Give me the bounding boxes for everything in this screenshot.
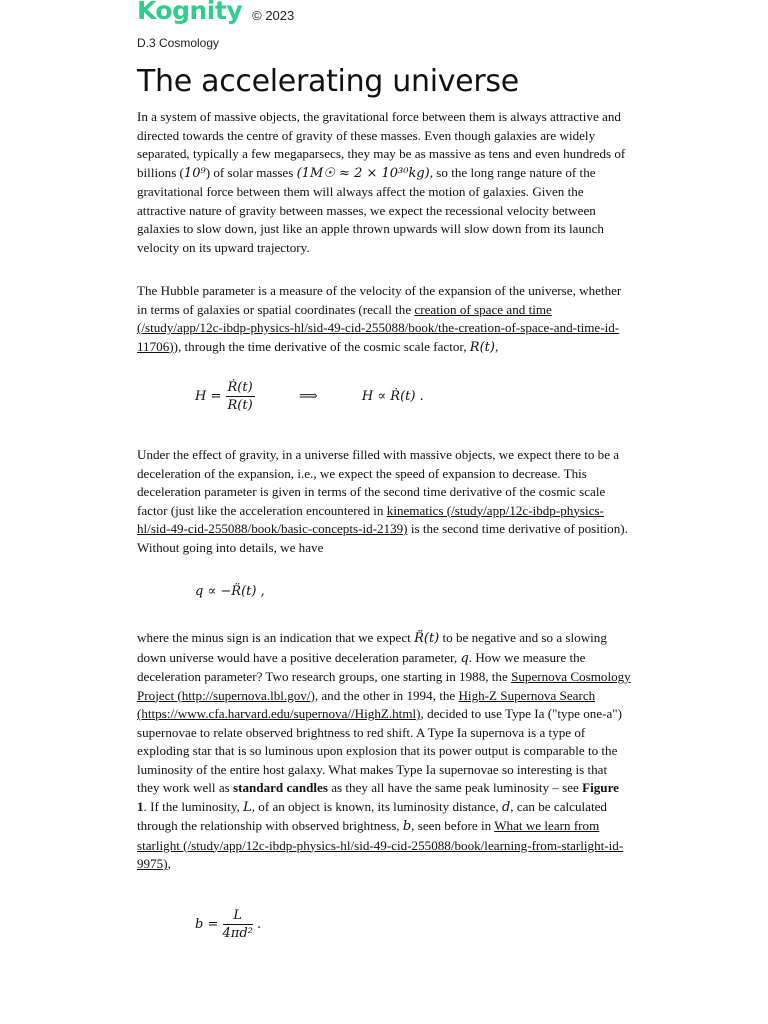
text-run: , can be calculated through the relationship with observed brightness,	[137, 798, 607, 833]
text-run: , decided to use Type Ia ("type one-a") supernovae to relate observed brightness to red shift. A Type Ia supernova is a type of exploding star that is so luminous upon explosion that its power output is comparable to the luminosity of the entire host galaxy. What makes Type Ia supernovae so interesting is that they work well as	[137, 706, 623, 795]
text-run: , and the other in 1994, the	[314, 687, 459, 703]
implies-arrow: ⟹	[298, 389, 318, 404]
text-run: , seen before in	[411, 818, 495, 833]
link-what-we-learn-from-starlight[interactable]: What we learn from starlight (/study/app/12c-ibdp-physics-hl/sid-49-cid-255088/book/learning-from-starlight-id-9975)	[137, 818, 624, 871]
breadcrumb: D.3 Cosmology	[137, 36, 220, 50]
text-run: , of an object is known, its luminosity distance,	[251, 798, 502, 814]
link-kinematics[interactable]: kinematics (/study/app/12c-ibdp-physics-hl/sid-49-cid-255088/book/basic-concepts-id-2139)	[137, 502, 604, 536]
equation-tail: .	[257, 917, 262, 932]
fraction-denominator: R(t)	[227, 398, 253, 413]
page-header	[137, 0, 294, 28]
math-inline: q	[460, 650, 469, 666]
page-title: The accelerating universe	[137, 64, 519, 99]
equation-lhs: b =	[195, 917, 219, 932]
math-inline: b	[402, 819, 412, 834]
fraction-numerator: L	[223, 908, 253, 925]
link-supernova-cosmology-project[interactable]: Supernova Cosmology Project (http://supernova.lbl.gov/)	[137, 669, 631, 703]
math-inline: d	[501, 799, 511, 815]
copyright-text: © 2023	[252, 7, 295, 23]
link-high-z-supernova-search[interactable]: High-Z Supernova Search (https://www.cfa.harvard.edu/supernova//HighZ.html)	[137, 687, 596, 721]
paragraph-deceleration	[137, 446, 631, 557]
paragraph-supernova	[137, 629, 631, 874]
math-inline: R̈(t)	[414, 631, 440, 646]
text-run: ,	[167, 856, 171, 871]
kognity-logo[interactable]: Kognity	[137, 0, 243, 25]
text-run: , so the long range nature of the gravitational force between them will always affect the motion of galaxies. Given the attractive nature of gravity between masses, we expect the recessional velocity between galaxies to slow down, just like an apple thrown upwards will slow down from its launch velocity on its upward trajectory.	[137, 164, 604, 255]
link-creation-of-space-and-time[interactable]: creation of space and time (/study/app/12c-ibdp-physics-hl/sid-49-cid-255088/book/the-creation-of-space-and-time-id-11706)	[137, 301, 620, 354]
fraction-denominator: 4πd²	[222, 926, 253, 941]
text-run: ), through the time derivative of the cosmic scale factor,	[173, 338, 470, 354]
figure-reference: Figure 1	[137, 780, 619, 814]
fraction-numerator: Ṙ(t)	[227, 380, 253, 395]
equation-deceleration: q ∝ −R̈(t) ,	[195, 584, 265, 599]
text-run: where the minus sign is an indication that we expect	[137, 630, 415, 645]
text-run: Under the effect of gravity, in a universe filled with massive objects, we expect there to be a deceleration of the expansion, i.e., we expect the speed of expansion to decrease. This deceleration parameter is given in terms of the second time derivative of the cosmic scale factor (just like the acceleration encountered in	[137, 447, 620, 518]
math-inline: (1M☉ ≈ 2 × 10³⁰kg)	[296, 165, 430, 181]
text-run: . If the luminosity,	[143, 798, 244, 814]
text-run: . How we measure the deceleration parameter? Two research groups, one starting in 1988, the	[137, 649, 586, 684]
equation-fraction	[223, 908, 253, 941]
text-run: ) of solar masses	[205, 164, 297, 180]
math-inline: 10⁹	[183, 165, 206, 181]
text-run: ,	[494, 338, 499, 354]
equation-hubble	[195, 380, 424, 413]
text-run: The Hubble parameter is a measure of the velocity of the expansion of the universe, whether in terms of galaxies or spatial coordinates (recall the	[137, 283, 622, 317]
equation-brightness	[195, 908, 261, 941]
math-inline: L	[243, 799, 252, 815]
paragraph-gravity	[137, 108, 631, 257]
equation-lhs: H =	[195, 389, 222, 404]
equation-fraction	[226, 380, 255, 413]
text-run: In a system of massive objects, the gravitational force between them is always attractive and directed towards the centre of gravity of these masses. Even though galaxies are widely separated, typically a few megaparsecs, they may be as massive as tens and even hundreds of billions (	[137, 109, 626, 180]
text-run: as they all have the same peak luminosity – see	[327, 780, 583, 795]
text-run: to be negative and so a slowing down universe would have a positive deceleration parameter,	[137, 630, 607, 665]
text-run: is the second time derivative of position). Without going into details, we have	[137, 521, 628, 555]
bold-term: standard candles	[233, 780, 328, 795]
equation-rhs: H ∝ Ṙ(t) .	[361, 389, 424, 404]
math-inline: R(t)	[469, 339, 495, 355]
paragraph-hubble	[137, 282, 631, 357]
